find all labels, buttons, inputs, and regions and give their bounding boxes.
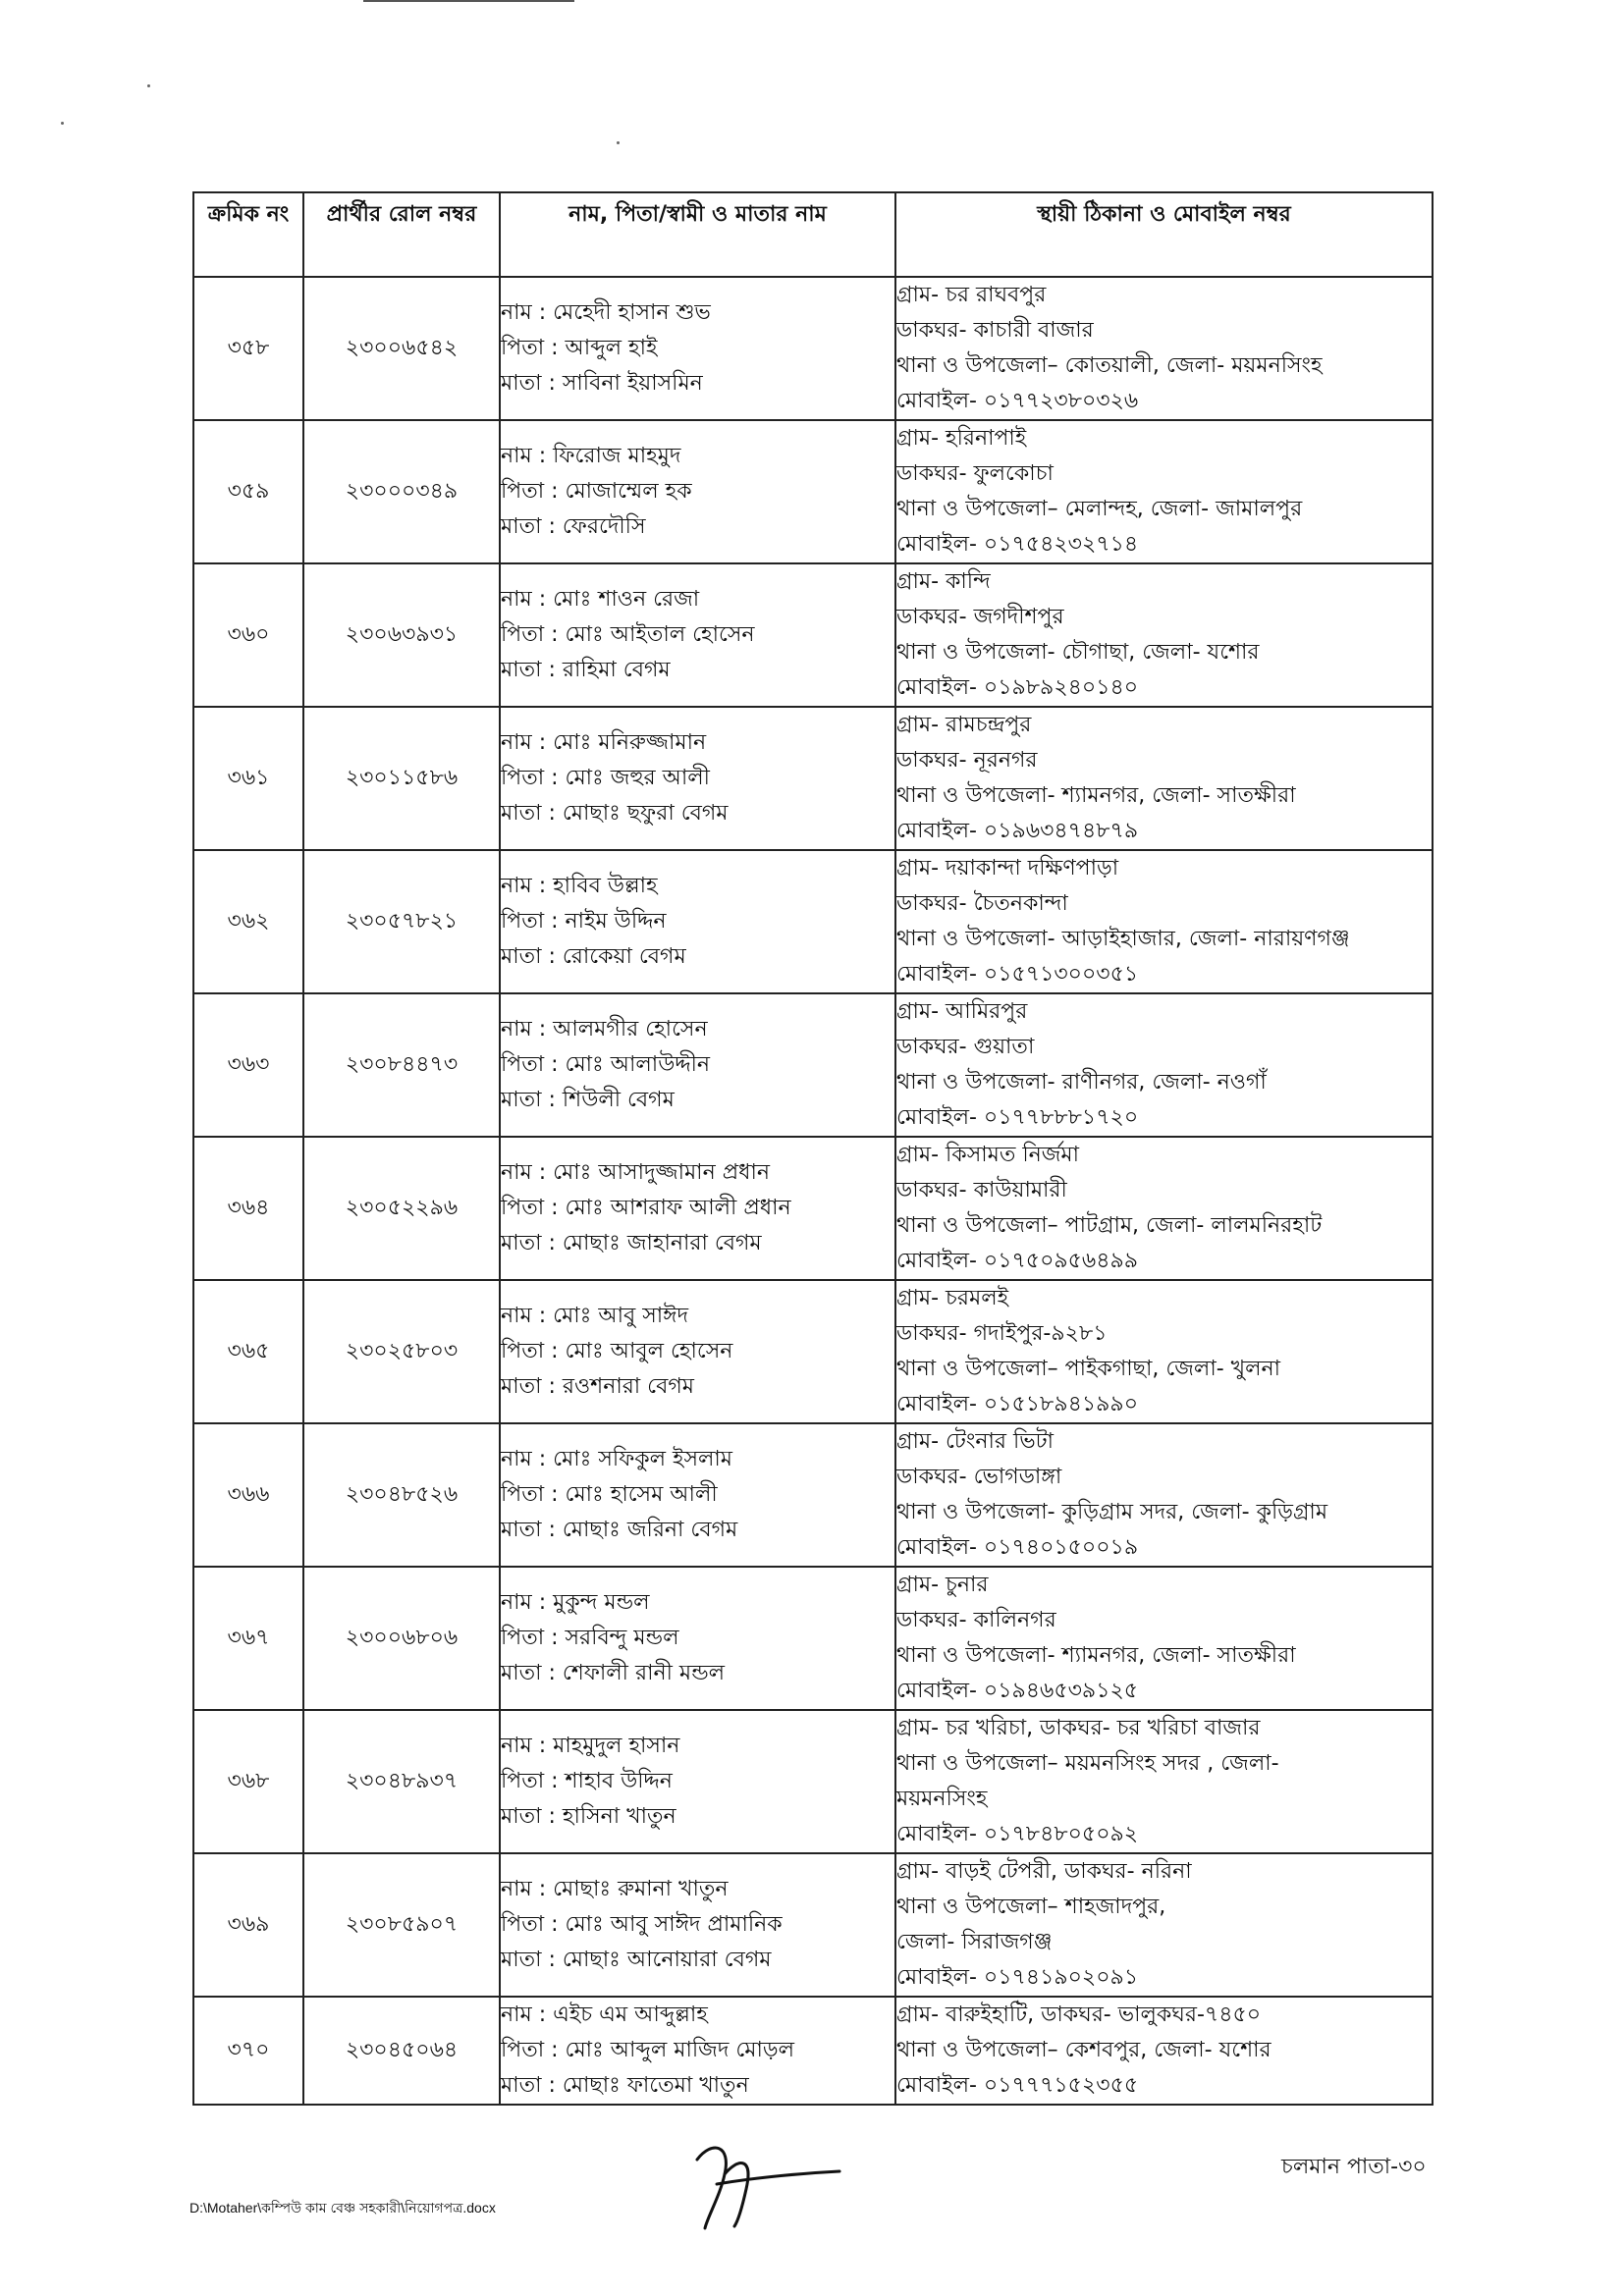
candidate-father: পিতা : আব্দুল হাই [501, 336, 658, 360]
address-line: গ্রাম- হরিনাপাই [896, 426, 1027, 451]
address-line: ডাকঘর- কাউয়ামারী [896, 1178, 1067, 1202]
table-row [193, 1280, 1433, 1423]
candidate-mother: মাতা : সাবিনা ইয়াসমিন [501, 371, 703, 396]
address-line: ডাকঘর- চৈতনকান্দা [896, 891, 1068, 916]
address-line: ডাকঘর- নূরনগর [896, 748, 1038, 773]
address-line: ডাকঘর- কাচারী বাজার [896, 318, 1094, 343]
serial-number: ৩৬২ [193, 850, 303, 993]
address-line: মোবাইল- ০১৭৭৮৮৮১৭২০ [896, 1105, 1139, 1130]
address-line: ডাকঘর- গদাইপুর-৯২৮১ [896, 1321, 1108, 1346]
address-line: মোবাইল- ০১৭৪১৯০২০৯১ [896, 1965, 1139, 1990]
candidate-address [895, 707, 1433, 850]
table-row [193, 1567, 1433, 1710]
roll-number: ২৩০০৬৮০৬ [303, 1567, 500, 1710]
candidate-name: নাম : ফিরোজ মাহমুদ [501, 444, 681, 468]
serial-number: ৩৬০ [193, 563, 303, 707]
roll-number: ২৩০৪৮৯৩৭ [303, 1710, 500, 1853]
candidate-names [500, 1567, 895, 1710]
scan-artifact-dot [147, 84, 150, 87]
header-serial: ক্রমিক নং [193, 192, 303, 277]
signature-mark [677, 2130, 854, 2238]
address-line: থানা ও উপজেলা- কুড়িগ্রাম সদর, জেলা- কুড়িগ্রাম [896, 1500, 1328, 1524]
candidate-mother: মাতা : হাসিনা খাতুন [501, 1804, 676, 1829]
header-roll: প্রার্থীর রোল নম্বর [303, 192, 500, 277]
serial-number: ৩৬১ [193, 707, 303, 850]
serial-number: ৩৭০ [193, 1997, 303, 2105]
roll-number: ২৩০৮৪৪৭৩ [303, 993, 500, 1137]
running-page-label: চলমান পাতা-৩০ [1281, 2155, 1427, 2179]
address-line: মোবাইল- ০১৯৬৩৪৭৪৮৭৯ [896, 819, 1139, 843]
address-line: থানা ও উপজেলা– ময়মনসিংহ সদর , জেলা- [896, 1751, 1279, 1776]
candidate-mother: মাতা : মোছাঃ ছফুরা বেগম [501, 801, 729, 826]
candidate-father: পিতা : মোঃ আবু সাঈদ প্রামানিক [501, 1912, 783, 1937]
serial-number: ৩৬৫ [193, 1280, 303, 1423]
serial-number: ৩৫৯ [193, 420, 303, 563]
roll-number: ২৩০৪৮৫২৬ [303, 1423, 500, 1567]
address-line: থানা ও উপজেলা– মেলান্দহ, জেলা- জামালপুর [896, 497, 1303, 521]
scan-artifact-dot [617, 141, 620, 144]
address-line: থানা ও উপজেলা– পাইকগাছা, জেলা- খুলনা [896, 1357, 1280, 1381]
candidate-address [895, 850, 1433, 993]
serial-number: ৩৫৮ [193, 277, 303, 420]
address-line: গ্রাম- আমিরপুর [896, 999, 1028, 1024]
table-row [193, 1853, 1433, 1997]
address-line: গ্রাম- বাড়ই টেপরী, ডাকঘর- নরিনা [896, 1859, 1192, 1884]
address-line: মোবাইল- ০১৫৭১৩০০৩৫১ [896, 962, 1139, 987]
address-line: থানা ও উপজেলা– কেশবপুর, জেলা- যশোর [896, 2038, 1271, 2062]
candidate-name: নাম : হাবিব উল্লাহ [501, 874, 658, 898]
candidate-father: পিতা : মোঃ জহুর আলী [501, 766, 710, 790]
address-line: থানা ও উপজেলা- শ্যামনগর, জেলা- সাতক্ষীরা [896, 783, 1296, 808]
roll-number: ২৩০৬৩৯৩১ [303, 563, 500, 707]
table-row [193, 1997, 1433, 2105]
table-row [193, 1423, 1433, 1567]
address-line: মোবাইল- ০১৭৫০৯৫৬৪৯৯ [896, 1249, 1139, 1273]
candidate-name: নাম : মোঃ সফিকুল ইসলাম [501, 1447, 733, 1471]
candidate-name: নাম : মেহেদী হাসান শুভ [501, 300, 711, 325]
candidate-address [895, 993, 1433, 1137]
address-line: থানা ও উপজেলা– পাটগ্রাম, জেলা- লালমনিরহাট [896, 1213, 1323, 1238]
address-line: মোবাইল- ০১৯৪৬৫৩৯১২৫ [896, 1679, 1139, 1703]
address-line: থানা ও উপজেলা– কোতয়ালী, জেলা- ময়মনসিংহ [896, 353, 1323, 378]
candidate-address [895, 1853, 1433, 1997]
address-line: গ্রাম- কিসামত নির্জমা [896, 1143, 1080, 1167]
header-address: স্থায়ী ঠিকানা ও মোবাইল নম্বর [895, 192, 1433, 277]
address-line: ময়মনসিংহ [896, 1787, 988, 1811]
address-line: ডাকঘর- ফুলকোচা [896, 461, 1054, 486]
address-line: থানা ও উপজেলা- রাণীনগর, জেলা- নওগাঁ [896, 1070, 1267, 1095]
candidate-father: পিতা : মোঃ আশরাফ আলী প্রধান [501, 1196, 791, 1220]
candidate-mother: মাতা : রোকেয়া বেগম [501, 944, 686, 969]
roll-number: ২৩০০৬৫৪২ [303, 277, 500, 420]
candidate-name: নাম : মোছাঃ রুমানা খাতুন [501, 1877, 729, 1901]
candidate-address [895, 1997, 1433, 2105]
address-line: গ্রাম- চুনার [896, 1573, 989, 1597]
candidate-mother: মাতা : মোছাঃ জাহানারা বেগম [501, 1231, 762, 1255]
candidate-names [500, 850, 895, 993]
serial-number: ৩৬৮ [193, 1710, 303, 1853]
candidate-mother: মাতা : শিউলী বেগম [501, 1088, 675, 1112]
serial-number: ৩৬৯ [193, 1853, 303, 1997]
roll-number: ২৩০২৫৮০৩ [303, 1280, 500, 1423]
address-line: গ্রাম- রামচন্দ্রপুর [896, 713, 1032, 737]
address-line: থানা ও উপজেলা- আড়াইহাজার, জেলা- নারায়ণগঞ্জ [896, 927, 1350, 951]
candidate-father: পিতা : মোজাম্মেল হক [501, 479, 692, 504]
serial-number: ৩৬৭ [193, 1567, 303, 1710]
candidate-mother: মাতা : রাহিমা বেগম [501, 658, 671, 682]
candidate-address [895, 1423, 1433, 1567]
address-line: গ্রাম- চর রাঘবপুর [896, 283, 1047, 307]
address-line: ডাকঘর- কালিনগর [896, 1608, 1056, 1632]
candidate-names [500, 993, 895, 1137]
address-line: মোবাইল- ০১৭৪০১৫০০১৯ [896, 1535, 1139, 1560]
roll-number: ২৩০০০৩৪৯ [303, 420, 500, 563]
candidate-address [895, 1280, 1433, 1423]
address-line: থানা ও উপজেলা– শাহজাদপুর, [896, 1895, 1166, 1919]
candidate-name: নাম : এইচ এম আব্দুল্লাহ [501, 2002, 708, 2027]
candidate-names [500, 277, 895, 420]
candidate-name: নাম : মোঃ মনিরুজ্জামান [501, 730, 707, 755]
serial-number: ৩৬৩ [193, 993, 303, 1137]
address-line: গ্রাম- টেংনার ভিটা [896, 1429, 1055, 1454]
address-line: থানা ও উপজেলা- চৌগাছা, জেলা- যশোর [896, 640, 1260, 665]
candidate-name: নাম : মুকুন্দ মন্ডল [501, 1590, 650, 1615]
candidate-address [895, 1567, 1433, 1710]
candidate-name: নাম : মোঃ আবু সাঈদ [501, 1304, 689, 1328]
candidate-address [895, 1710, 1433, 1853]
roll-number: ২৩০৫২২৯৬ [303, 1137, 500, 1280]
candidate-father: পিতা : শাহাব উদ্দিন [501, 1769, 673, 1793]
serial-number: ৩৬৬ [193, 1423, 303, 1567]
header-name: নাম, পিতা/স্বামী ও মাতার নাম [500, 192, 895, 277]
candidate-mother: মাতা : শেফালী রানী মন্ডল [501, 1661, 726, 1685]
address-line: গ্রাম- কান্দি [896, 569, 991, 594]
table-row [193, 1710, 1433, 1853]
candidate-names [500, 420, 895, 563]
candidate-names [500, 1137, 895, 1280]
candidate-mother: মাতা : মোছাঃ জরিনা বেগম [501, 1518, 738, 1542]
address-line: ডাকঘর- জগদীশপুর [896, 605, 1064, 629]
candidate-address [895, 1137, 1433, 1280]
address-line: গ্রাম- দয়াকান্দা দক্ষিণপাড়া [896, 856, 1119, 881]
address-line: থানা ও উপজেলা- শ্যামনগর, জেলা- সাতক্ষীরা [896, 1643, 1296, 1668]
candidate-names [500, 1710, 895, 1853]
candidate-names [500, 1853, 895, 1997]
candidate-names [500, 707, 895, 850]
candidate-father: পিতা : নাইম উদ্দিন [501, 909, 667, 934]
address-line: গ্রাম- বারুইহাটি, ডাকঘর- ভালুকঘর-৭৪৫০ [896, 2002, 1262, 2027]
candidate-names [500, 1280, 895, 1423]
address-line: জেলা- সিরাজগঞ্জ [896, 1930, 1053, 1954]
candidate-father: পিতা : মোঃ আব্দুল মাজিদ মোড়ল [501, 2038, 794, 2062]
address-line: মোবাইল- ০১৭৫৪২৩২৭১৪ [896, 532, 1139, 557]
candidate-father: পিতা : মোঃ আবুল হোসেন [501, 1339, 733, 1363]
candidate-name: নাম : মাহমুদুল হাসান [501, 1734, 680, 1758]
serial-number: ৩৬৪ [193, 1137, 303, 1280]
candidate-mother: মাতা : মোছাঃ ফাতেমা খাতুন [501, 2073, 749, 2098]
candidate-names [500, 1423, 895, 1567]
candidate-father: পিতা : মোঃ আলাউদ্দীন [501, 1052, 711, 1077]
roll-number: ২৩০৮৫৯০৭ [303, 1853, 500, 1997]
candidate-address [895, 277, 1433, 420]
table-row [193, 420, 1433, 563]
roll-number: ২৩০৫৭৮২১ [303, 850, 500, 993]
address-line: গ্রাম- চরমলই [896, 1286, 1009, 1310]
candidate-name: নাম : মোঃ শাওন রেজা [501, 587, 700, 612]
address-line: ডাকঘর- ভোগডাঙ্গা [896, 1465, 1062, 1489]
candidate-father: পিতা : সরবিন্দু মন্ডল [501, 1626, 679, 1650]
table-row [193, 993, 1433, 1137]
address-line: মোবাইল- ০১৫১৮৯৪১৯৯০ [896, 1392, 1139, 1416]
candidate-mother: মাতা : ফেরদৌসি [501, 514, 646, 539]
roll-number: ২৩০১১৫৮৬ [303, 707, 500, 850]
candidate-name: নাম : মোঃ আসাদুজ্জামান প্রধান [501, 1160, 770, 1185]
scan-artifact-top-line [363, 0, 574, 2]
address-line: ডাকঘর- গুয়াতা [896, 1035, 1035, 1059]
candidate-names [500, 1997, 895, 2105]
candidate-address [895, 420, 1433, 563]
candidate-mother: মাতা : রওশনারা বেগম [501, 1374, 694, 1399]
table-row [193, 850, 1433, 993]
table-row [193, 1137, 1433, 1280]
address-line: মোবাইল- ০১৭৭২৩৮০৩২৬ [896, 389, 1139, 413]
address-line: মোবাইল- ০১৯৮৯২৪০১৪০ [896, 675, 1139, 700]
scan-artifact-dot [61, 122, 64, 125]
roll-number: ২৩০৪৫০৬৪ [303, 1997, 500, 2105]
candidate-father: পিতা : মোঃ হাসেম আলী [501, 1482, 718, 1507]
candidate-mother: মাতা : মোছাঃ আনোয়ারা বেগম [501, 1948, 772, 1972]
candidate-address [895, 563, 1433, 707]
table-row [193, 563, 1433, 707]
address-line: গ্রাম- চর খরিচা, ডাকঘর- চর খরিচা বাজার [896, 1716, 1261, 1740]
address-line: মোবাইল- ০১৭৭৭১৫২৩৫৫ [896, 2073, 1139, 2098]
candidate-name: নাম : আলমগীর হোসেন [501, 1017, 708, 1041]
candidate-father: পিতা : মোঃ আইতাল হোসেন [501, 622, 755, 647]
address-line: মোবাইল- ০১৭৮৪৮০৫০৯২ [896, 1822, 1139, 1846]
candidate-names [500, 563, 895, 707]
table-row [193, 707, 1433, 850]
table-row [193, 277, 1433, 420]
table-header-row [193, 192, 1433, 277]
file-path: D:\Motaher\কম্পিউ কাম বেঞ্চ সহকারী\নিয়োগপত্র.docx [189, 2200, 496, 2216]
table-body [193, 277, 1433, 2105]
candidate-table [192, 191, 1434, 2106]
